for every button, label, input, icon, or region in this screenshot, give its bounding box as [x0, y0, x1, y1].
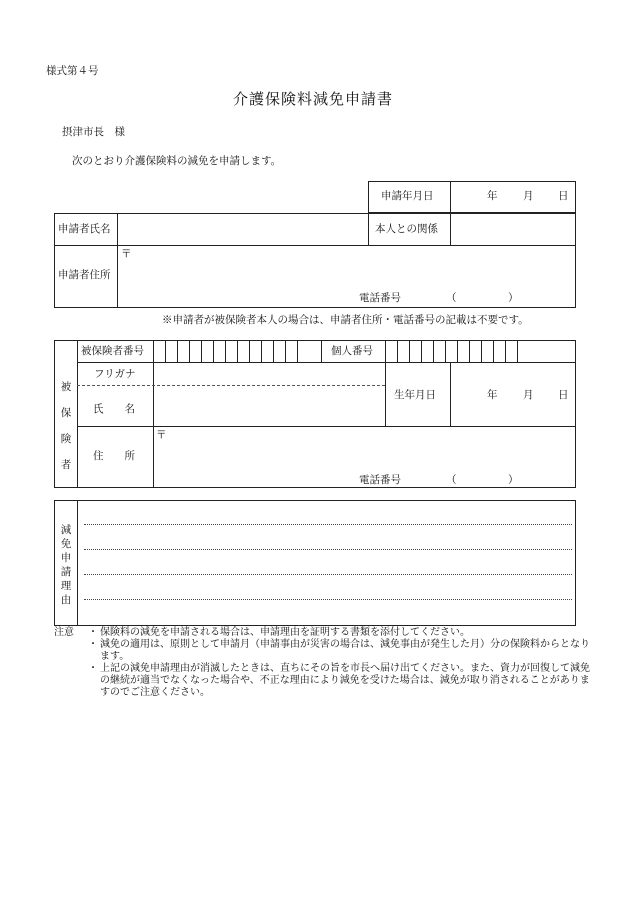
insured-name-label: 氏 名	[93, 403, 135, 415]
furigana-field[interactable]	[155, 364, 383, 384]
insured-phone-label: 電話番号	[359, 474, 401, 486]
digit-cell[interactable]	[397, 341, 409, 362]
note-item: ・ 減免の適用は、原則として申請月（申請事由が災害の場合は、減免事由が発生した月）分の保険料からとなります。	[92, 639, 592, 663]
digit-cell[interactable]	[213, 341, 225, 362]
digit-cell[interactable]	[409, 341, 421, 362]
digit-cell[interactable]	[505, 341, 517, 362]
digit-cell[interactable]	[457, 341, 469, 362]
personal-number-cells[interactable]	[385, 341, 529, 362]
relation-label: 本人との関係	[375, 223, 438, 235]
applicant-label-divider	[117, 213, 118, 308]
digit-cell[interactable]	[201, 341, 213, 362]
insured-row1-divider	[77, 362, 576, 363]
insured-address-label: 住 所	[93, 450, 135, 462]
notes-list	[92, 627, 592, 699]
applicant-phone-field[interactable]	[460, 291, 508, 305]
insured-row3-divider	[77, 426, 576, 427]
relation-divider-left	[368, 213, 369, 245]
birth-year[interactable]: 年	[487, 389, 498, 401]
digit-cell[interactable]	[249, 341, 261, 362]
note-item: ・ 上記の減免申請理由が消滅したときは、直ちにその旨を市長へ届け出てください。また、資力が回復して減免の継続が適当でなくなった場合や、不正な理由により減免を受けた場合は、減免が取り消されることがありますのでご注意ください。	[92, 663, 592, 699]
reason-side-divider	[77, 500, 78, 626]
digit-cell[interactable]	[165, 341, 177, 362]
insured-postal-mark: 〒	[156, 429, 167, 441]
birth-divider-right	[450, 362, 451, 426]
digit-cell[interactable]	[261, 341, 273, 362]
relation-divider-right	[450, 213, 451, 245]
applicant-row-divider	[54, 245, 576, 246]
digit-cell[interactable]	[225, 341, 237, 362]
reason-side-label: 減免申請理由	[60, 524, 72, 606]
applicant-date-year[interactable]: 年	[487, 190, 498, 202]
digit-cell[interactable]	[433, 341, 445, 362]
applicant-address-label: 申請者住所	[58, 269, 111, 281]
birth-date-label: 生年月日	[394, 389, 436, 401]
applicant-phone-label: 電話番号	[359, 292, 401, 304]
digit-cell[interactable]	[385, 341, 397, 362]
digit-cell[interactable]	[297, 341, 309, 362]
digit-cell[interactable]	[481, 341, 493, 362]
applicant-date-month[interactable]: 月	[523, 190, 534, 202]
applicant-date-divider	[450, 181, 451, 213]
insured-address-field[interactable]	[170, 429, 573, 467]
insured-number-label: 被保険者番号	[81, 345, 144, 357]
notes-label: 注意	[54, 627, 74, 638]
furigana-label: フリガナ	[94, 368, 136, 380]
birth-day[interactable]: 日	[558, 389, 569, 401]
furigana-dashed-divider	[77, 385, 385, 386]
applicant-postal-mark: 〒	[121, 248, 132, 260]
applicant-date-day[interactable]: 日	[558, 190, 569, 202]
personal-number-divider-left	[321, 340, 322, 362]
applicant-name-field[interactable]	[119, 215, 366, 243]
reason-field[interactable]	[80, 503, 573, 623]
form-title: 介護保険料減免申請書	[233, 90, 394, 108]
applicant-phone-paren-open: （	[446, 292, 457, 304]
digit-cell[interactable]	[493, 341, 505, 362]
addressee: 摂津市長 様	[62, 126, 125, 138]
applicant-note: ※申請者が被保険者本人の場合は、申請者住所・電話番号の記載は不要です。	[162, 314, 529, 326]
birth-month[interactable]: 月	[523, 389, 534, 401]
applicant-phone-paren-close: ）	[508, 292, 519, 304]
relation-field[interactable]	[452, 215, 574, 243]
insured-name-field[interactable]	[155, 388, 383, 424]
insured-label-divider	[153, 340, 154, 488]
insured-phone-field[interactable]	[460, 473, 508, 487]
digit-cell[interactable]	[445, 341, 457, 362]
digit-cell[interactable]	[285, 341, 297, 362]
digit-cell[interactable]	[469, 341, 481, 362]
digit-cell[interactable]	[177, 341, 189, 362]
applicant-address-field[interactable]	[135, 248, 573, 288]
applicant-name-label: 申請者氏名	[58, 223, 111, 235]
digit-cell[interactable]	[421, 341, 433, 362]
insured-number-cells[interactable]	[165, 341, 309, 362]
personal-number-label: 個人番号	[331, 345, 373, 357]
birth-divider-left	[385, 362, 386, 426]
note-item: ・ 保険料の減免を申請される場合は、申請理由を証明する書類を添付してください。	[92, 627, 592, 639]
form-number: 様式第４号	[46, 65, 99, 77]
digit-cell[interactable]	[237, 341, 249, 362]
digit-cell[interactable]	[517, 341, 529, 362]
intro-text: 次のとおり介護保険料の減免を申請します。	[72, 155, 282, 167]
digit-cell[interactable]	[273, 341, 285, 362]
insured-phone-paren-open: （	[446, 474, 457, 486]
applicant-date-label: 申請年月日	[381, 190, 434, 202]
insured-phone-paren-close: ）	[508, 474, 519, 486]
insured-side-label: 被保険者	[60, 381, 72, 471]
digit-cell[interactable]	[189, 341, 201, 362]
